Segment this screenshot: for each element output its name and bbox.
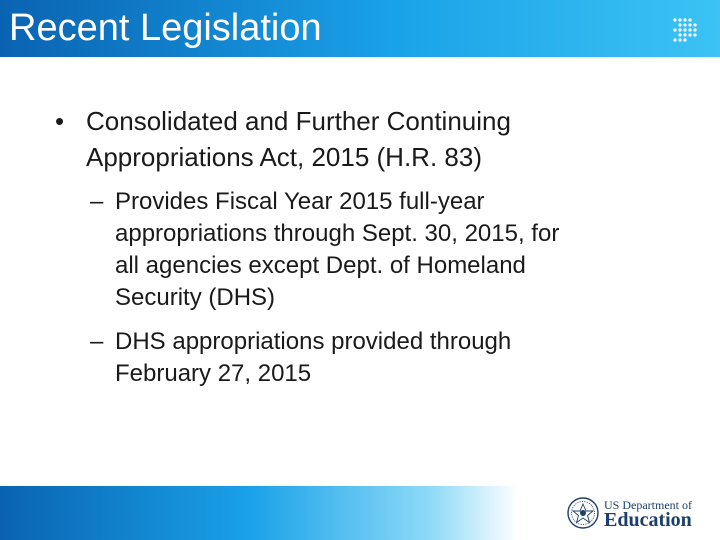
subbullet-text: [115, 326, 635, 390]
title-bar: [0, 0, 720, 57]
bullet-text: [86, 103, 646, 175]
subbullet-line: DHS appropriations provided through: [115, 328, 512, 355]
subbullet-line: Provides Fiscal Year 2015 full-year: [115, 188, 485, 215]
subbullet-line: February 27, 2015: [115, 360, 312, 387]
bullet-marker: •: [55, 106, 65, 136]
subbullet-text: [115, 186, 635, 314]
dot-grid-logo-icon: [672, 17, 700, 45]
slide-title: Recent Legislation: [9, 7, 322, 49]
subbullet-marker: –: [90, 188, 104, 215]
subbullet-marker: –: [90, 328, 104, 355]
bullet-line: Consolidated and Further Continuing: [86, 106, 511, 136]
subbullet-line: appropriations through Sept. 30, 2015, for: [115, 220, 560, 247]
department-seal-icon: [567, 497, 599, 529]
logo-text-top: US Department of: [604, 498, 692, 512]
bullet-line: Appropriations Act, 2015 (H.R. 83): [86, 142, 482, 172]
logo-text-bottom: Education: [604, 509, 692, 531]
subbullet-line: Security (DHS): [115, 284, 276, 311]
subbullet-line: all agencies except Dept. of Homeland: [115, 252, 526, 279]
